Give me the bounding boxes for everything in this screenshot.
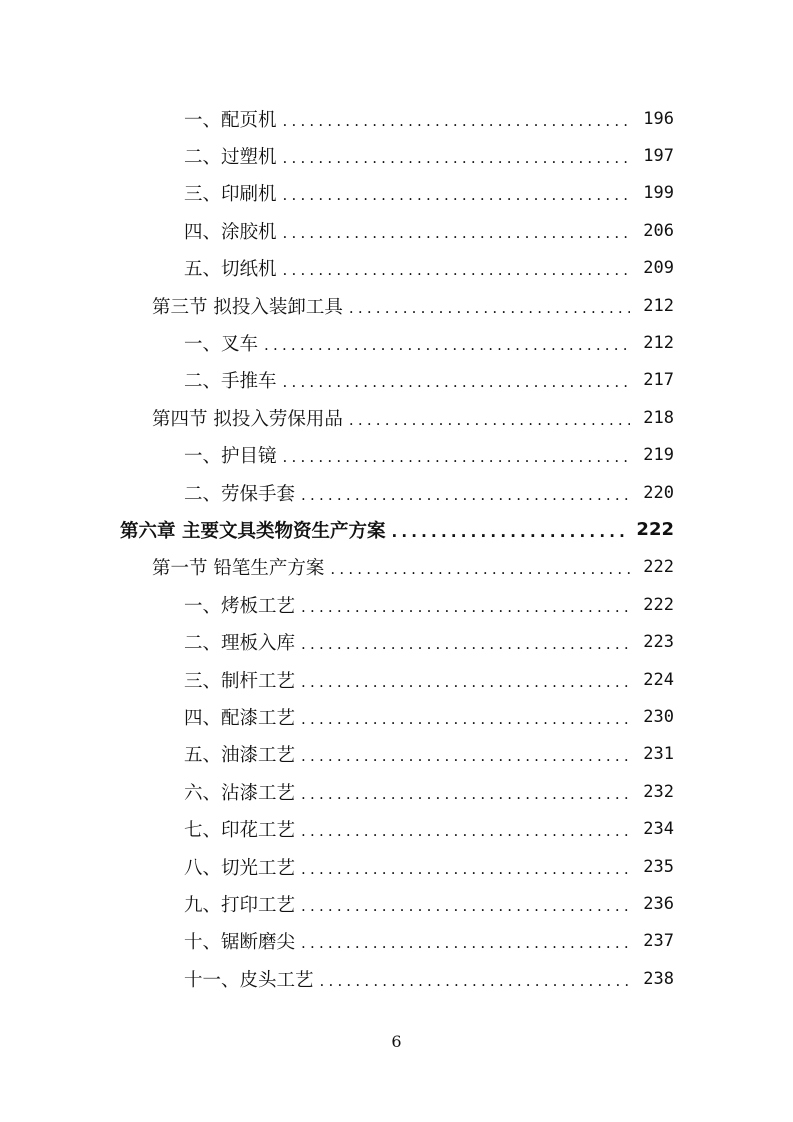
toc-entry-page: 217 <box>643 370 674 391</box>
toc-entry-title: 十一、皮头工艺 <box>184 969 314 991</box>
toc-entry-title: 一、叉车 <box>184 334 259 356</box>
toc-entry-title: 第六章 主要文具类物资生产方案 <box>120 520 386 542</box>
toc-leader-dots <box>283 448 630 466</box>
toc-entry-title: 一、配页机 <box>184 109 277 131</box>
toc-entry-page: 206 <box>643 220 674 241</box>
toc-entry[interactable] <box>0 137 793 174</box>
toc-leader-dots <box>264 336 630 354</box>
toc-section-entry[interactable] <box>0 549 793 586</box>
toc-entry[interactable] <box>0 848 793 885</box>
toc-entry[interactable] <box>0 100 793 137</box>
toc-entry[interactable] <box>0 698 793 735</box>
toc-entry[interactable] <box>0 923 793 960</box>
toc-entry-page: 231 <box>643 744 674 765</box>
toc-entry-title: 二、理板入库 <box>184 633 296 655</box>
toc-section-entry[interactable] <box>0 287 793 324</box>
toc-entry-title: 一、烤板工艺 <box>184 595 296 617</box>
toc-entry[interactable] <box>0 885 793 922</box>
toc-leader-dots <box>283 186 630 204</box>
toc-entry-title: 一、护目镜 <box>184 446 277 468</box>
toc-entry-page: 238 <box>643 968 674 989</box>
toc-entry-title: 第三节 拟投入装卸工具 <box>152 296 343 318</box>
toc-leader-dots <box>301 785 630 803</box>
toc-leader-dots <box>349 299 630 317</box>
toc-leader-dots <box>283 149 630 167</box>
toc-leader-dots <box>301 860 630 878</box>
toc-leader-dots <box>349 411 630 429</box>
toc-entry[interactable] <box>0 623 793 660</box>
toc-entry-title: 二、劳保手套 <box>184 483 296 505</box>
toc-entry-page: 196 <box>643 108 674 129</box>
toc-entry-page: 222 <box>643 557 674 578</box>
toc-entry-page: 222 <box>643 594 674 615</box>
toc-entry-title: 二、手推车 <box>184 371 277 393</box>
toc-entry-page: 220 <box>643 482 674 503</box>
toc-entry-page: 212 <box>643 333 674 354</box>
toc-entry[interactable] <box>0 437 793 474</box>
toc-leader-dots <box>301 710 630 728</box>
toc-entry-page: 232 <box>643 781 674 802</box>
toc-entry-title: 八、切光工艺 <box>184 857 296 879</box>
toc-entry-title: 四、配漆工艺 <box>184 707 296 729</box>
toc-leader-dots <box>301 598 630 616</box>
toc-entry[interactable] <box>0 474 793 511</box>
toc-entry[interactable] <box>0 810 793 847</box>
toc-leader-dots <box>330 560 630 578</box>
toc-entry-page: 223 <box>643 632 674 653</box>
page-number: 6 <box>391 1032 402 1051</box>
toc-leader-dots <box>301 673 630 691</box>
toc-entry[interactable] <box>0 586 793 623</box>
toc-leader-dots <box>301 822 630 840</box>
toc-leader-dots <box>283 373 630 391</box>
toc-entry-title: 第一节 铅笔生产方案 <box>152 558 325 580</box>
toc-leader-dots <box>301 635 630 653</box>
toc-leader-dots <box>301 934 630 952</box>
toc-entry-page: 236 <box>643 893 674 914</box>
toc-leader-dots <box>301 486 630 504</box>
toc-entry-title: 三、印刷机 <box>184 184 277 206</box>
toc-leader-dots <box>391 523 630 541</box>
toc-leader-dots <box>301 747 630 765</box>
toc-entry-page: 212 <box>643 295 674 316</box>
toc-entry[interactable] <box>0 250 793 287</box>
toc-entry[interactable] <box>0 362 793 399</box>
toc-section-entry[interactable] <box>0 399 793 436</box>
toc-entry-title: 五、油漆工艺 <box>184 745 296 767</box>
toc-entry-page: 237 <box>643 931 674 952</box>
toc-entry-title: 九、打印工艺 <box>184 894 296 916</box>
toc-entry[interactable] <box>0 175 793 212</box>
toc-entry-page: 234 <box>643 819 674 840</box>
toc-leader-dots <box>283 112 630 130</box>
toc-entry[interactable] <box>0 212 793 249</box>
toc-entry-page: 224 <box>643 669 674 690</box>
toc-entry-page: 199 <box>643 183 674 204</box>
toc-entry-page: 219 <box>643 445 674 466</box>
toc-chapter-entry[interactable] <box>0 511 793 548</box>
toc-leader-dots <box>283 261 630 279</box>
toc-entry-title: 四、涂胶机 <box>184 221 277 243</box>
toc-entry-title: 七、印花工艺 <box>184 820 296 842</box>
toc-entry[interactable] <box>0 324 793 361</box>
toc-entry-page: 197 <box>643 146 674 167</box>
table-of-contents <box>0 100 793 997</box>
toc-entry[interactable] <box>0 773 793 810</box>
toc-entry-title: 二、过塑机 <box>184 147 277 169</box>
toc-entry-page: 222 <box>636 519 674 541</box>
toc-entry-title: 第四节 拟投入劳保用品 <box>152 408 343 430</box>
toc-entry-title: 三、制杆工艺 <box>184 670 296 692</box>
toc-entry-title: 十、锯断磨尖 <box>184 932 296 954</box>
toc-entry[interactable] <box>0 736 793 773</box>
toc-leader-dots <box>320 972 630 990</box>
toc-entry-page: 230 <box>643 706 674 727</box>
toc-leader-dots <box>283 224 630 242</box>
toc-entry[interactable] <box>0 960 793 997</box>
toc-entry-title: 六、沾漆工艺 <box>184 782 296 804</box>
toc-entry[interactable] <box>0 661 793 698</box>
toc-entry-title: 五、切纸机 <box>184 259 277 281</box>
toc-leader-dots <box>301 897 630 915</box>
toc-entry-page: 218 <box>643 407 674 428</box>
toc-entry-page: 235 <box>643 856 674 877</box>
toc-entry-page: 209 <box>643 258 674 279</box>
